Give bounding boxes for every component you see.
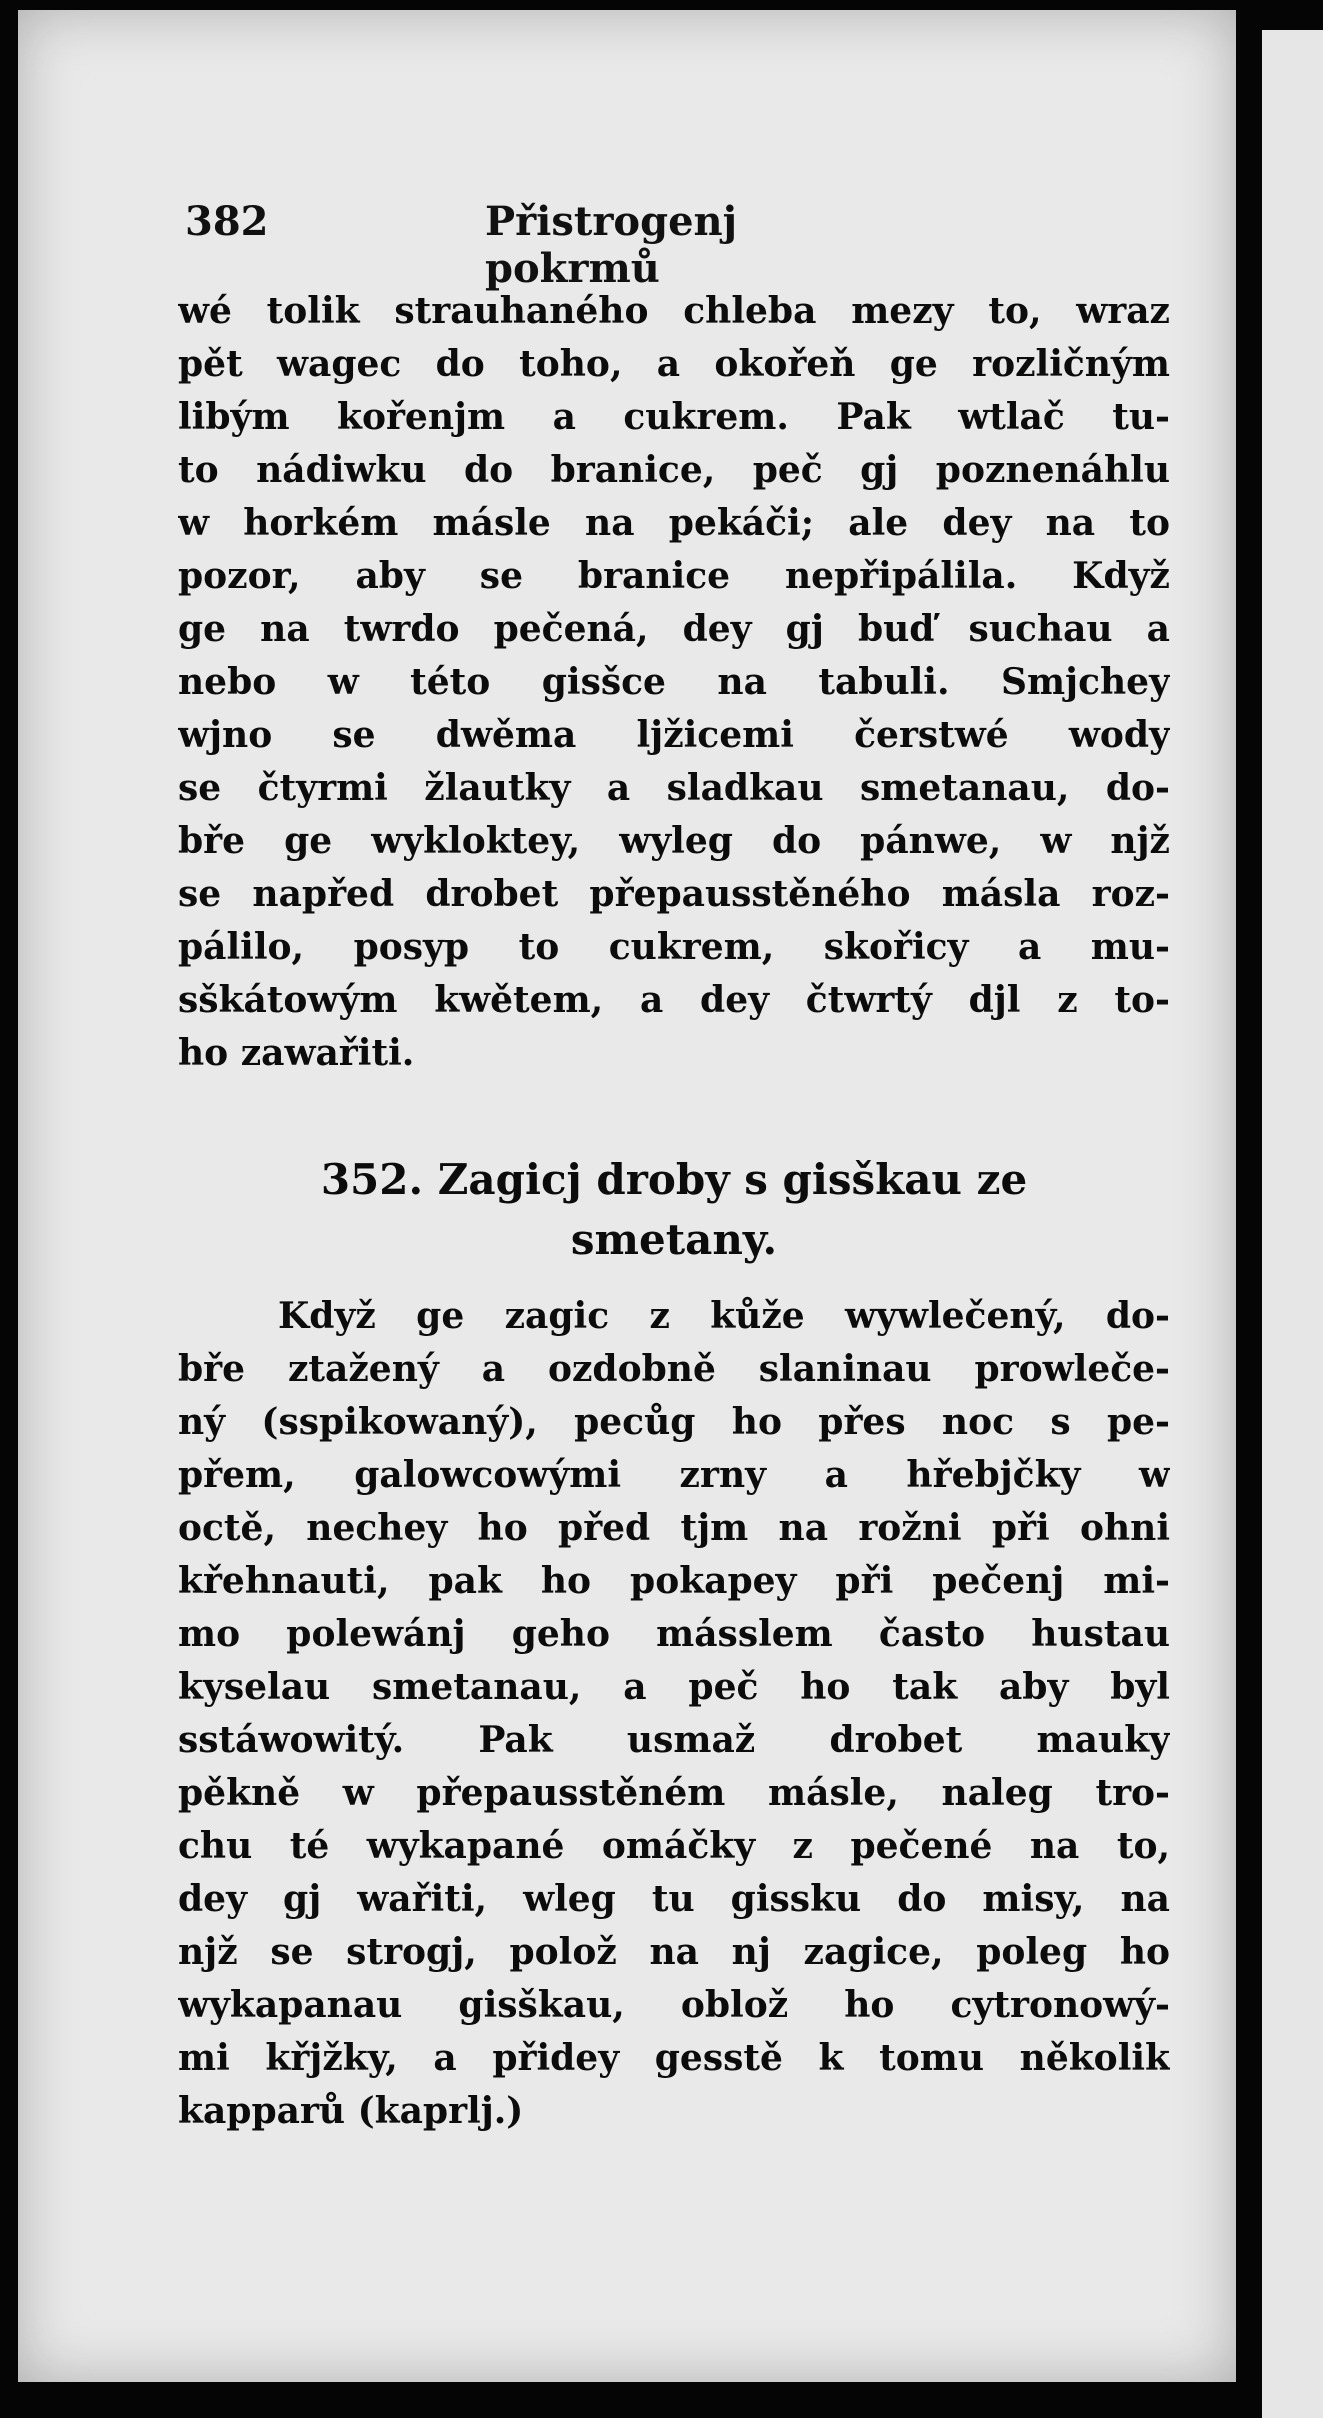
page-header xyxy=(185,198,865,292)
text-line: se napřed drobet přepausstěného másla roz- xyxy=(178,873,1170,915)
text-line: wjno se dwěma ljžicemi čerstwé wody xyxy=(178,714,1170,756)
text-line: sstáwowitý. Pak usmaž drobet mauky xyxy=(178,1719,1170,1761)
text-line: pět wagec do toho, a okořeň ge rozličným xyxy=(178,343,1170,385)
text-line: křehnauti, pak ho pokapey při pečenj mi- xyxy=(178,1560,1170,1602)
text-line: se čtyrmi žlautky a sladkau smetanau, do- xyxy=(178,767,1170,809)
page-number: 382 xyxy=(185,198,269,245)
text-line: njž se strogj, polož na nj zagice, poleg ho xyxy=(178,1931,1170,1973)
text-line: ný (sspikowaný), pecůg ho přes noc s pe- xyxy=(178,1401,1170,1443)
recipe-number: 352. xyxy=(320,1155,424,1204)
recipe-heading xyxy=(178,1150,1170,1270)
recipe-title-text: Zagicj droby s gisškau ze xyxy=(437,1155,1028,1204)
text-line: octě, nechey ho před tjm na rožni při ohni xyxy=(178,1507,1170,1549)
recipe-paragraph xyxy=(178,1290,1170,2138)
text-line: ho zawařiti. xyxy=(178,1032,415,1074)
text-line: dey gj wařiti, wleg tu gissku do misy, na xyxy=(178,1878,1170,1920)
text-line: ge na twrdo pečená, dey gj buď suchau a xyxy=(178,608,1170,650)
text-line: bře ztažený a ozdobně slaninau prowleče- xyxy=(178,1348,1170,1390)
paragraph-continued xyxy=(178,285,1170,1080)
text-line: nebo w této gisšce na tabuli. Smjchey xyxy=(178,661,1170,703)
facing-page-edge xyxy=(1262,30,1323,2418)
text-line: přem, galowcowými zrny a hřebjčky w xyxy=(178,1454,1170,1496)
text-line: wé tolik strauhaného chleba mezy to, wraz xyxy=(178,290,1170,332)
text-line: pálilo, posyp to cukrem, skořicy a mu- xyxy=(178,926,1170,968)
running-title: Přistrogenj pokrmů xyxy=(485,198,738,292)
text-line: kyselau smetanau, a peč ho tak aby byl xyxy=(178,1666,1170,1708)
text-line: w horkém másle na pekáči; ale dey na to xyxy=(178,502,1170,544)
text-line: mo polewánj geho másslem často hustau xyxy=(178,1613,1170,1655)
text-line: wykapanau gisškau, oblož ho cytronowý- xyxy=(178,1984,1170,2026)
text-line: pěkně w přepausstěném másle, naleg tro- xyxy=(178,1772,1170,1814)
text-line: mi křjžky, a přidey gesstě k tomu několik xyxy=(178,2037,1170,2079)
text-line: to nádiwku do branice, peč gj poznenáhlu xyxy=(178,449,1170,491)
text-line: kapparů (kaprlj.) xyxy=(178,2090,524,2132)
text-line: pozor, aby se branice nepřipálila. Když xyxy=(178,555,1170,597)
text-line: bře ge wykloktey, wyleg do pánwe, w njž xyxy=(178,820,1170,862)
text-line: Když ge zagic z kůže wywlečený, do- xyxy=(278,1295,1170,1337)
text-line: sškátowým kwětem, a dey čtwrtý djl z to- xyxy=(178,979,1170,1021)
recipe-heading-line-2: smetany. xyxy=(570,1215,778,1264)
recipe-heading-line-1 xyxy=(178,1150,1170,1210)
text-line: libým kořenjm a cukrem. Pak wtlač tu- xyxy=(178,396,1170,438)
text-line: chu té wykapané omáčky z pečené na to, xyxy=(178,1825,1170,1867)
